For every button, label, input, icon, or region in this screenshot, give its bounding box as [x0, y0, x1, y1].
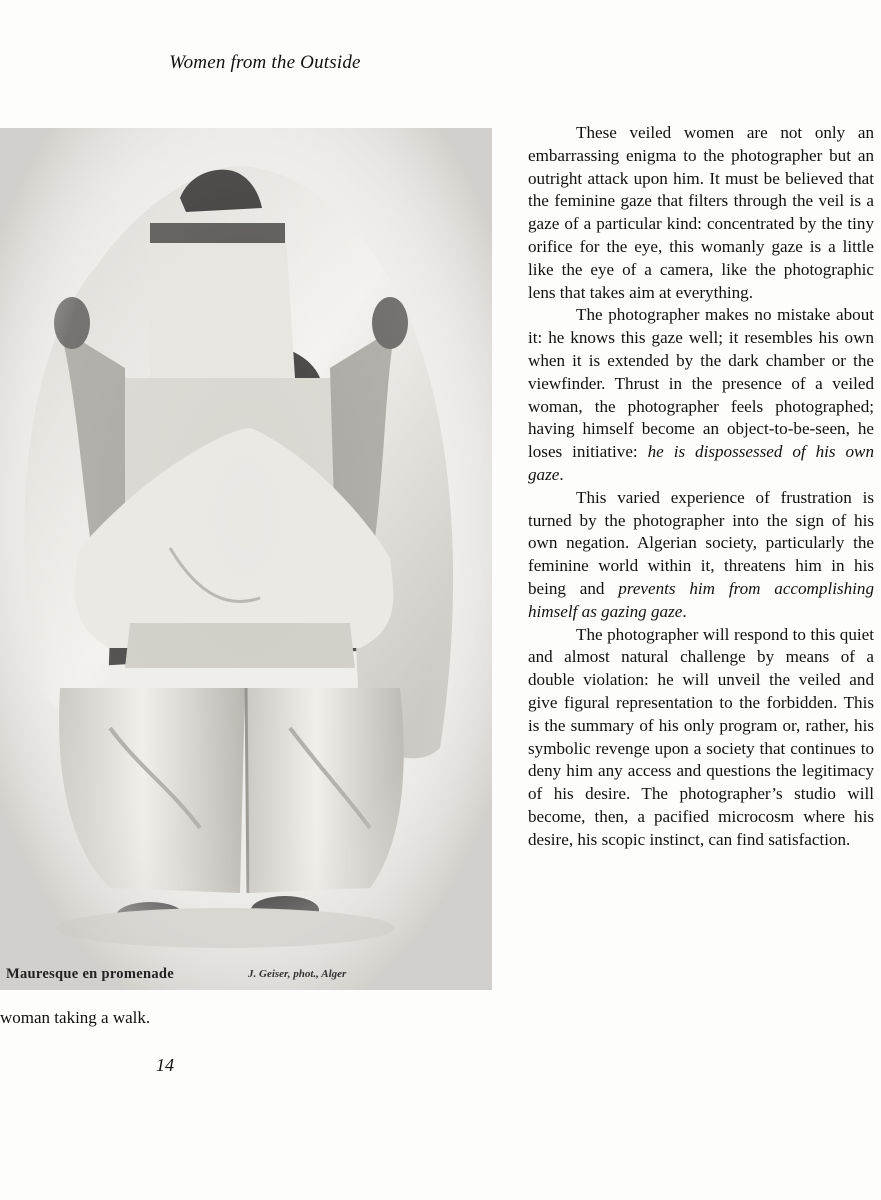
text-run: .: [559, 464, 564, 484]
page-number: 14: [156, 1055, 174, 1075]
emphasis-text: he is dispossessed of his own gaze: [528, 442, 875, 484]
emphasis-text: prevents him from accomplishing himself as gazing gaze: [528, 578, 874, 621]
paragraph: [528, 624, 874, 852]
text-run: The photographer will respond to this quiet and almost natural challenge by means of a double violation: he will unveil the veiled and give figural representation to the forbidden. This is the summary of his only program or, rather, his symbolic revenge upon a society that continues to deny him any access and questions the legitimacy of his desire. The photographer’s studio will become, then, a pacified microcosm where his desire, his scopic instinct, can find satisfaction.: [528, 624, 874, 849]
paragraph: [528, 487, 874, 624]
running-head: Women from the Outside: [169, 52, 361, 73]
body-text-column: [528, 122, 874, 852]
plate-credit: J. Geiser, phot., Alger: [248, 968, 347, 980]
text-run: The photographer makes no mistake about it: he knows this gaze well; it resembles his own when it is extended by the dark chamber or the viewfinder. Thrust in the presence of a veiled woman, the photographer feels photographed; having himself become an object-to-be-seen, he loses initiative:: [528, 305, 874, 462]
figure-caption: woman taking a walk.: [0, 1008, 151, 1027]
photo-plate: [0, 128, 492, 990]
paragraph: [528, 304, 874, 486]
text-run: This varied experience of frustration is turned by the photographer into the sign of his own negation. Algerian society, particularly the feminine world within it, threatens him in his being and: [528, 487, 874, 598]
text-run: These veiled women are not only an embarrassing enigma to the photographer but an outright attack upon him. It must be believed that the feminine gaze that filters through the veil is a gaze of a particular kind: concentrated by the tiny orifice for the eye, this womanly gaze is a little like the eye of a camera, like the photographic lens that takes aim at everything.: [528, 123, 874, 302]
text-run: .: [682, 601, 687, 621]
veiled-woman-photograph: [0, 128, 492, 990]
plate-caption: Mauresque en promenade: [6, 966, 174, 982]
paragraph: [528, 122, 874, 304]
